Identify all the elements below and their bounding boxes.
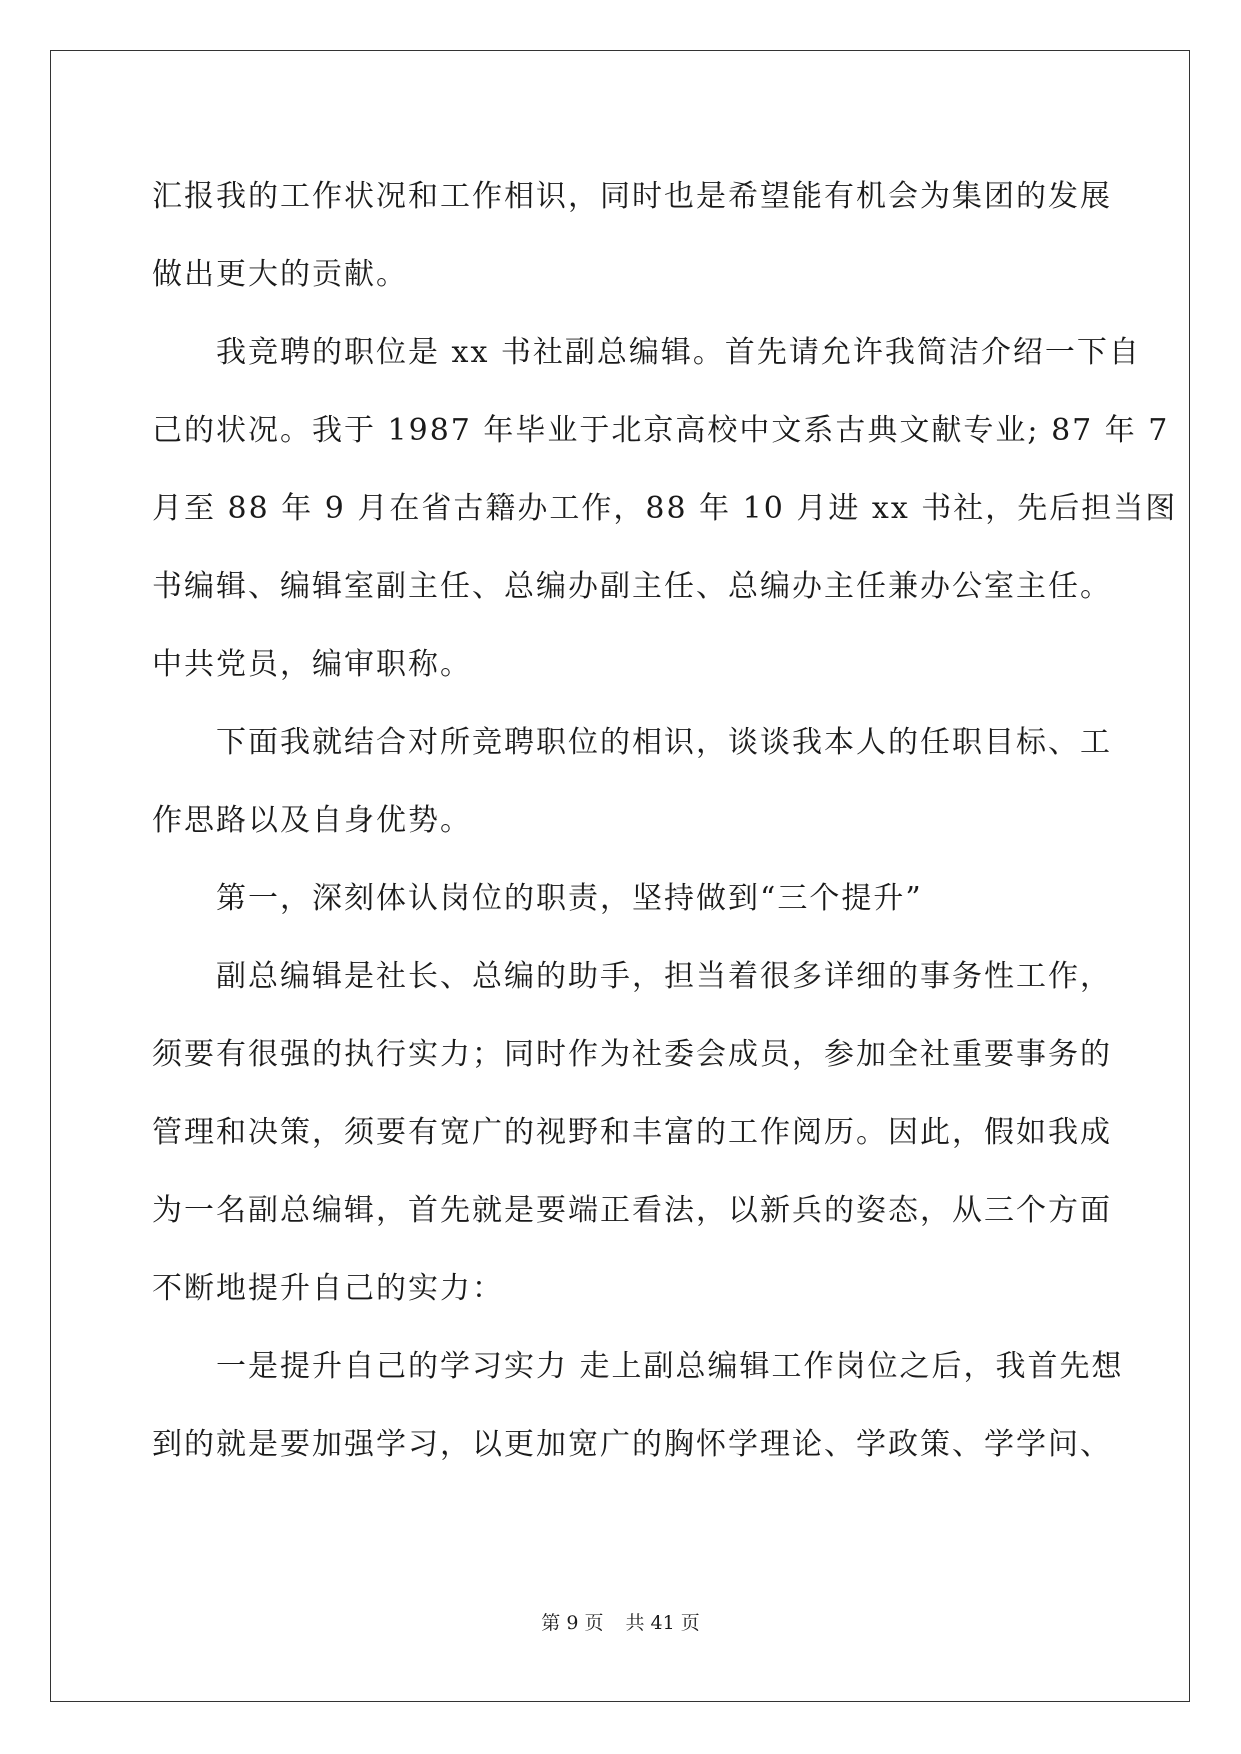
text-line: 为一名副总编辑，首先就是要端正看法，以新兵的姿态，从三个方面 [152,1193,1112,1228]
text-line: 中共党员，编审职称。 [152,647,472,682]
text-line: 月至 88 年 9 月在省古籍办工作，88 年 10 月进 xx 书社，先后担当图 [152,491,1178,526]
text-line: 下面我就结合对所竞聘职位的相识，谈谈我本人的任职目标、工 [216,725,1112,760]
page-total: 共 41 页 [625,1612,700,1634]
text-line: 一是提升自己的学习实力 走上副总编辑工作岗位之后，我首先想 [216,1349,1124,1384]
text-line: 到的就是要加强学习，以更加宽广的胸怀学理论、学政策、学学问、 [152,1427,1112,1462]
text-line: 我竞聘的职位是 xx 书社副总编辑。首先请允许我简洁介绍一下自 [216,335,1141,370]
text-line: 汇报我的工作状况和工作相识，同时也是希望能有机会为集团的发展 [152,179,1112,214]
document-body [152,158,1178,1484]
text-line: 作思路以及自身优势。 [152,803,472,838]
text-line: 管理和决策，须要有宽广的视野和丰富的工作阅历。因此，假如我成 [152,1115,1112,1150]
text-line: 须要有很强的执行实力；同时作为社委会成员，参加全社重要事务的 [152,1037,1112,1072]
text-line: 副总编辑是社长、总编的助手，担当着很多详细的事务性工作， [216,959,1112,994]
text-line: 做出更大的贡献。 [152,257,408,292]
section-heading: 第一，深刻体认岗位的职责，坚持做到“三个提升” [216,881,923,916]
text-line: 己的状况。我于 1987 年毕业于北京高校中文系古典文献专业; 87 年 7 [152,413,1170,448]
text-line: 书编辑、编辑室副主任、总编办副主任、总编办主任兼办公室主任。 [152,569,1112,604]
page-footer [0,1610,1241,1636]
text-line: 不断地提升自己的实力： [152,1271,504,1306]
page-number: 第 9 页 [541,1612,604,1634]
